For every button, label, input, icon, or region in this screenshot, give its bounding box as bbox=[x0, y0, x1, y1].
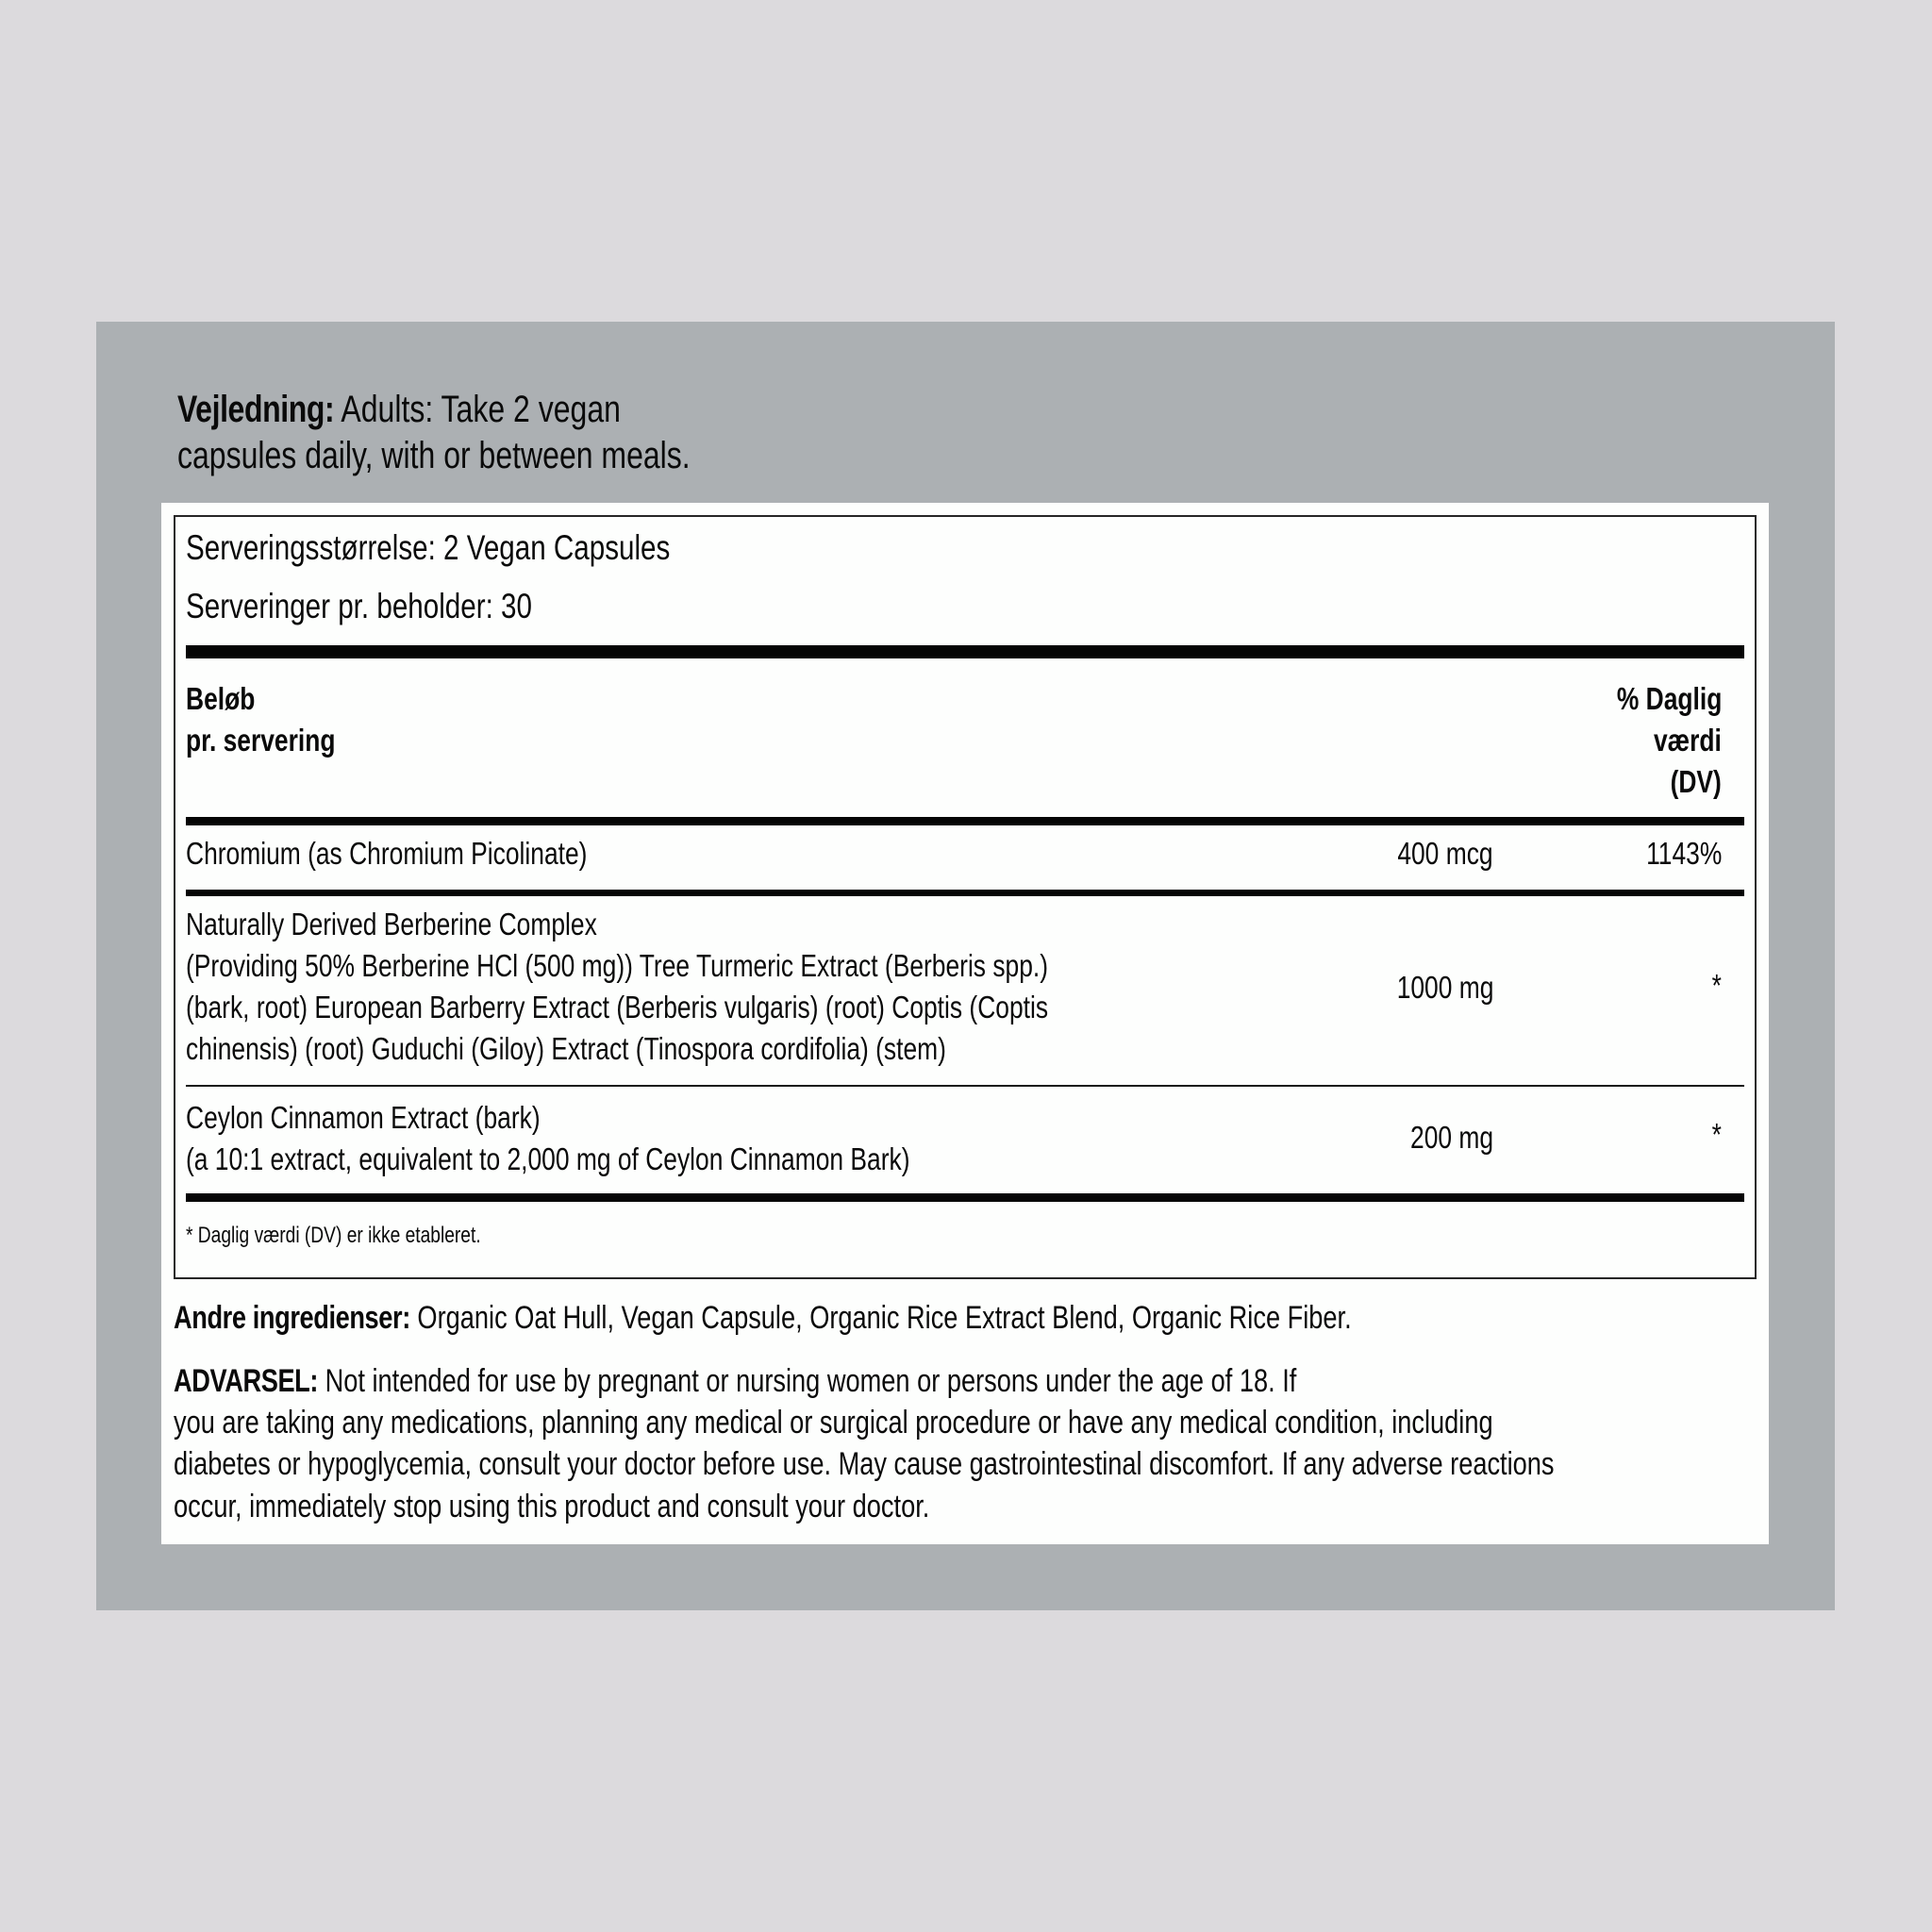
header-amount-line-2: pr. servering bbox=[186, 723, 336, 758]
header-dv-line-3: (DV) bbox=[1670, 764, 1722, 799]
dv-footnote: * Daglig værdi (DV) er ikke etableret. bbox=[186, 1223, 481, 1248]
rule-thick-1 bbox=[186, 645, 1744, 658]
warning-line-3: diabetes or hypoglycemia, consult your doctor before use. May cause gastrointestinal discomfort. If any adverse reactions bbox=[174, 1446, 1555, 1482]
warning-line-2: you are taking any medications, planning any medical or surgical procedure or have any medical condition, including bbox=[174, 1405, 1493, 1441]
ingredient-chromium-name: Chromium (as Chromium Picolinate) bbox=[186, 836, 588, 871]
header-amount-line-1: Beløb bbox=[186, 681, 256, 716]
warning-text-1: Not intended for use by pregnant or nursing women or persons under the age of 18. If bbox=[325, 1363, 1297, 1399]
ingredient-berberine-dv: * bbox=[1711, 968, 1722, 1003]
ingredient-berberine-name-2: (Providing 50% Berberine HCl (500 mg)) Tree Turmeric Extract (Berberis spp.) bbox=[186, 948, 1049, 983]
header-dv-line-2: værdi bbox=[1654, 723, 1722, 758]
ingredient-berberine-name-1: Naturally Derived Berberine Complex bbox=[186, 907, 597, 941]
warning-line-4: occur, immediately stop using this product and consult your doctor. bbox=[174, 1489, 930, 1524]
ingredient-cinnamon-name-2: (a 10:1 extract, equivalent to 2,000 mg of Ceylon Cinnamon Bark) bbox=[186, 1141, 910, 1176]
directions-text-1: Adults: Take 2 vegan bbox=[341, 389, 621, 430]
warning-line-1 bbox=[174, 1365, 1296, 1397]
serving-size: Serveringsstørrelse: 2 Vegan Capsules bbox=[186, 528, 671, 567]
ingredient-berberine-amount: 1000 mg bbox=[1396, 970, 1493, 1005]
directions-label: Vejledning: bbox=[177, 389, 335, 430]
rule-thick-3 bbox=[186, 1193, 1744, 1202]
ingredient-cinnamon-name-1: Ceylon Cinnamon Extract (bark) bbox=[186, 1100, 541, 1135]
header-dv-line-1: % Daglig bbox=[1616, 681, 1722, 716]
ingredient-cinnamon-amount: 200 mg bbox=[1409, 1120, 1493, 1155]
ingredient-cinnamon-dv: * bbox=[1711, 1117, 1722, 1152]
warning-label: ADVARSEL: bbox=[174, 1363, 319, 1399]
ingredient-chromium-dv: 1143% bbox=[1645, 836, 1722, 871]
rule-thin bbox=[186, 1085, 1744, 1087]
rule-thick-2 bbox=[186, 817, 1744, 825]
other-ingredients-label: Andre ingredienser: bbox=[174, 1300, 410, 1336]
ingredient-chromium-amount: 400 mcg bbox=[1397, 836, 1493, 871]
ingredient-berberine-name-4: chinensis) (root) Guduchi (Giloy) Extract (Tinospora cordifolia) (stem) bbox=[186, 1031, 946, 1066]
rule-medium bbox=[186, 890, 1744, 896]
directions-line-1 bbox=[177, 391, 621, 428]
other-ingredients bbox=[174, 1302, 1352, 1334]
other-ingredients-text: Organic Oat Hull, Vegan Capsule, Organic Rice Extract Blend, Organic Rice Fiber. bbox=[417, 1300, 1352, 1336]
ingredient-berberine-name-3: (bark, root) European Barberry Extract (Berberis vulgaris) (root) Coptis (Coptis bbox=[186, 990, 1049, 1024]
directions-line-2: capsules daily, with or between meals. bbox=[177, 435, 691, 476]
servings-per-container: Serveringer pr. beholder: 30 bbox=[186, 587, 532, 625]
